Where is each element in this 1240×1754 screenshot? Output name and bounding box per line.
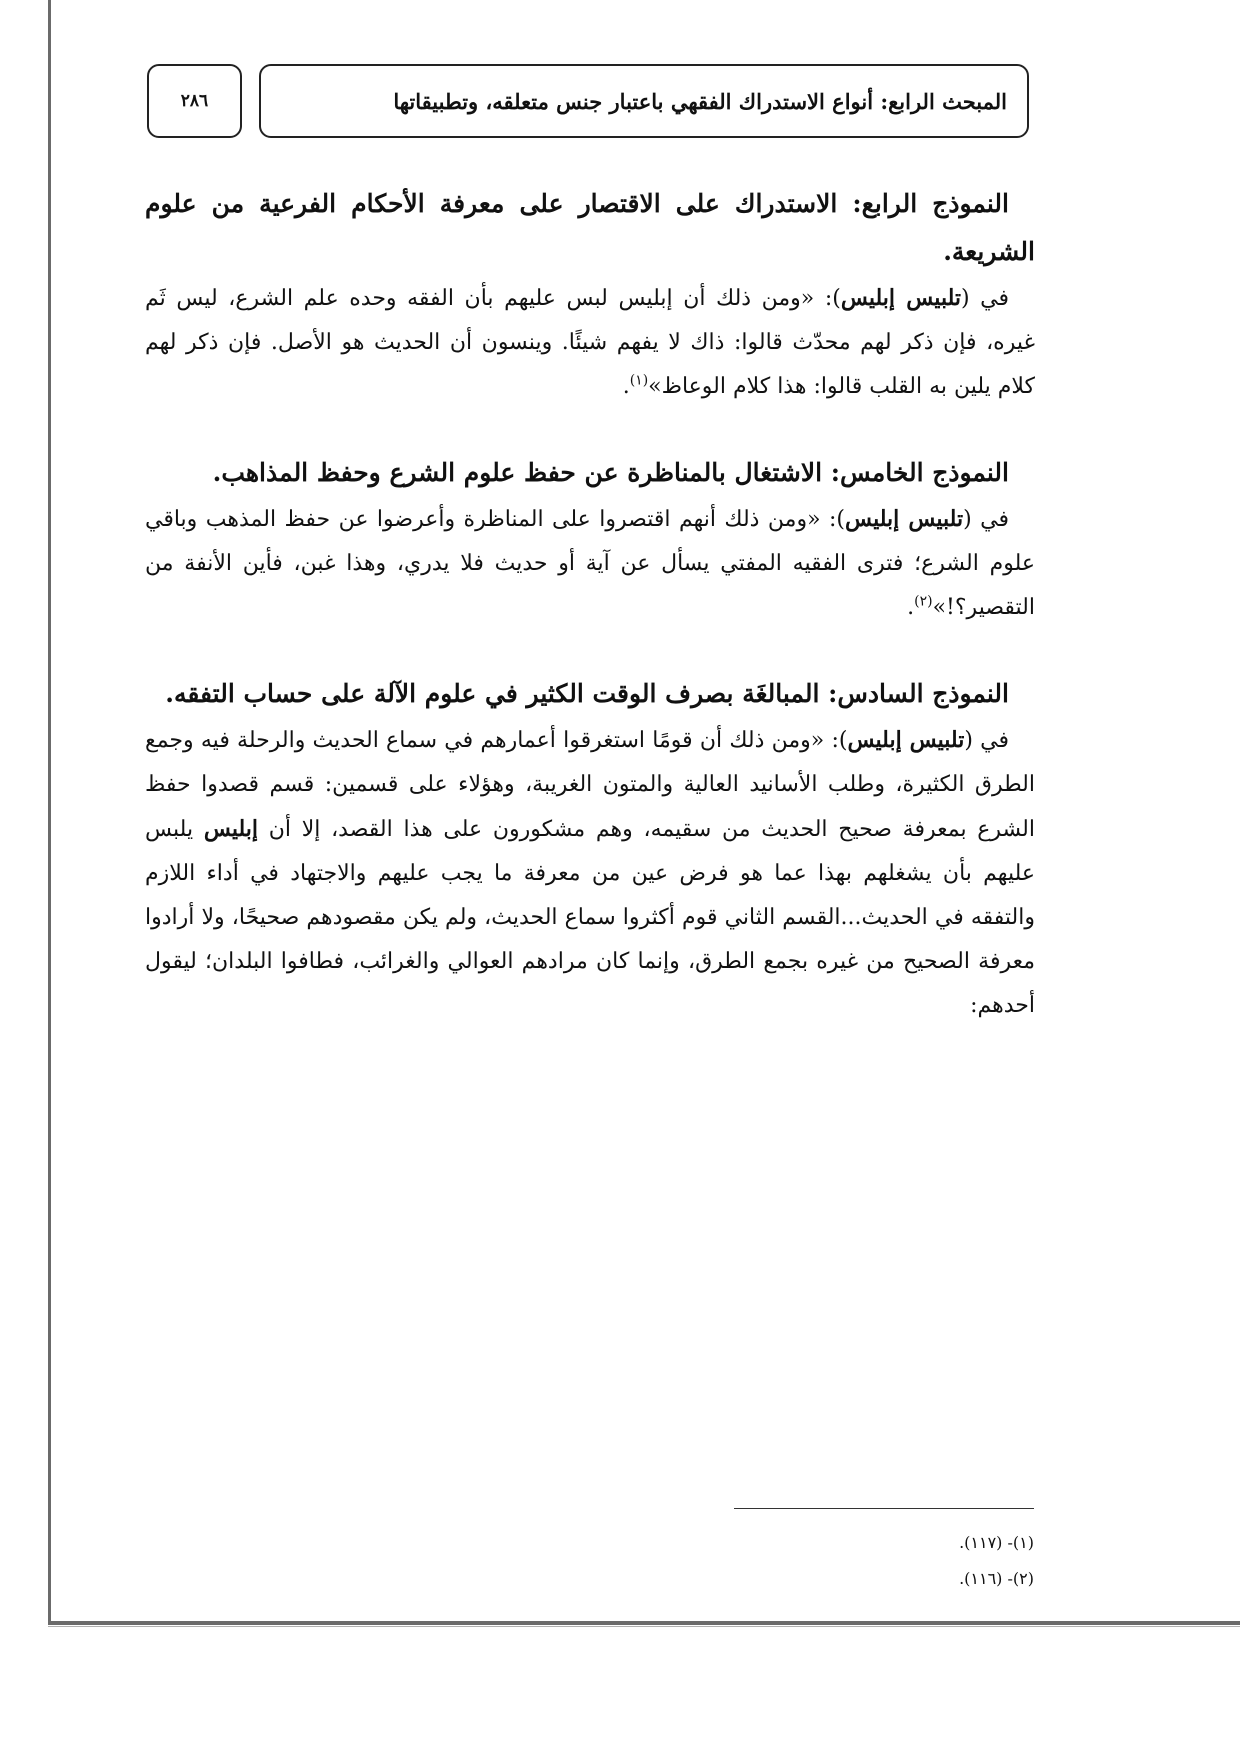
book-title: تلبيس إبليس bbox=[845, 506, 964, 532]
page-frame-shadow bbox=[48, 1626, 1240, 1627]
page-frame-bottom bbox=[48, 1621, 1240, 1625]
section-heading-6: النموذج السادس: المبالغَة بصرف الوقت الكثير في علوم الآلة على حساب التفقه. bbox=[165, 679, 1009, 708]
section-heading-4: النموذج الرابع: الاستدراك على الاقتصار على معرفة الأحكام الفرعية من علوم الشريعة. bbox=[145, 189, 1035, 266]
paragraph: في (تلبيس إبليس): «ومن ذلك أنهم اقتصروا على المناظرة وأعرضوا عن حفظ المذهب وباقي علوم الشرع؛ فترى الفقيه المفتي يسأل عن آية أو حديث فلا يدري، وهذا غبن، فأين الأنفة من التقصير؟!»$^{(٢)}$. bbox=[145, 506, 1035, 620]
page-body bbox=[145, 180, 1035, 1028]
footnote-marker[interactable]: (١) bbox=[629, 372, 649, 389]
section-heading-5: النموذج الخامس: الاشتغال بالمناظرة عن حفظ علوم الشرع وحفظ المذاهب. bbox=[212, 458, 1009, 487]
running-header bbox=[259, 64, 1029, 138]
running-header-title: المبحث الرابع: أنواع الاستدراك الفقهي باعتبار جنس متعلقه، وتطبيقاتها bbox=[393, 88, 1007, 114]
emphasis: إبليس bbox=[203, 816, 259, 842]
book-title: تلبيس إبليس bbox=[847, 727, 965, 753]
footnote-2: (٢)- (١١٦). bbox=[959, 1569, 1034, 1588]
paragraph: في (تلبيس إبليس): «ومن ذلك أن قومًا استغرقوا أعمارهم في سماع الحديث والرحلة فيه وجمع الطرق الكثيرة، وطلب الأسانيد العالية والمتون الغريبة، وهؤلاء على قسمين: قسم قصدوا حفظ الشرع بمعرفة صحيح الحديث من سقيمه، وهم مشكورون على هذا القصد، إلا أن إبليس يلبس عليهم بأن يشغلهم بهذا عما هو فرض عين من معرفة ما يجب عليهم والاجتهاد في أداء اللازم والتفقه في الحديث...القسم الثاني قوم أكثروا سماع الحديث، ولم يكن مقصودهم صحيحًا، ولا أرادوا معرفة الصحيح من غيره بجمع الطرق، وإنما كان مرادهم العوالي والغرائب، فطافوا البلدان؛ ليقول أحدهم: bbox=[145, 727, 1036, 1018]
footnote-marker[interactable]: (٢) bbox=[914, 593, 933, 610]
footnote-1: (١)- (١١٧). bbox=[959, 1533, 1034, 1552]
book-title: تلبيس إبليس bbox=[840, 285, 961, 311]
footnote-separator bbox=[734, 1508, 1034, 1509]
page-number: ٢٨٦ bbox=[147, 64, 242, 138]
footnotes bbox=[734, 1525, 1034, 1597]
paragraph: في (تلبيس إبليس): «ومن ذلك أن إبليس لبس عليهم بأن الفقه وحده علم الشرع، ليس ثَم غيره، فإن ذكر لهم محدّث قالوا: ذاك لا يفهم شيئًا. وينسون أن الحديث هو الأصل. فإن ذكر لهم كلام يلين به القلب قالوا: هذا كلام الوعاظ»$^{(١)}$. bbox=[145, 285, 1035, 399]
page-frame-left bbox=[48, 0, 51, 1624]
